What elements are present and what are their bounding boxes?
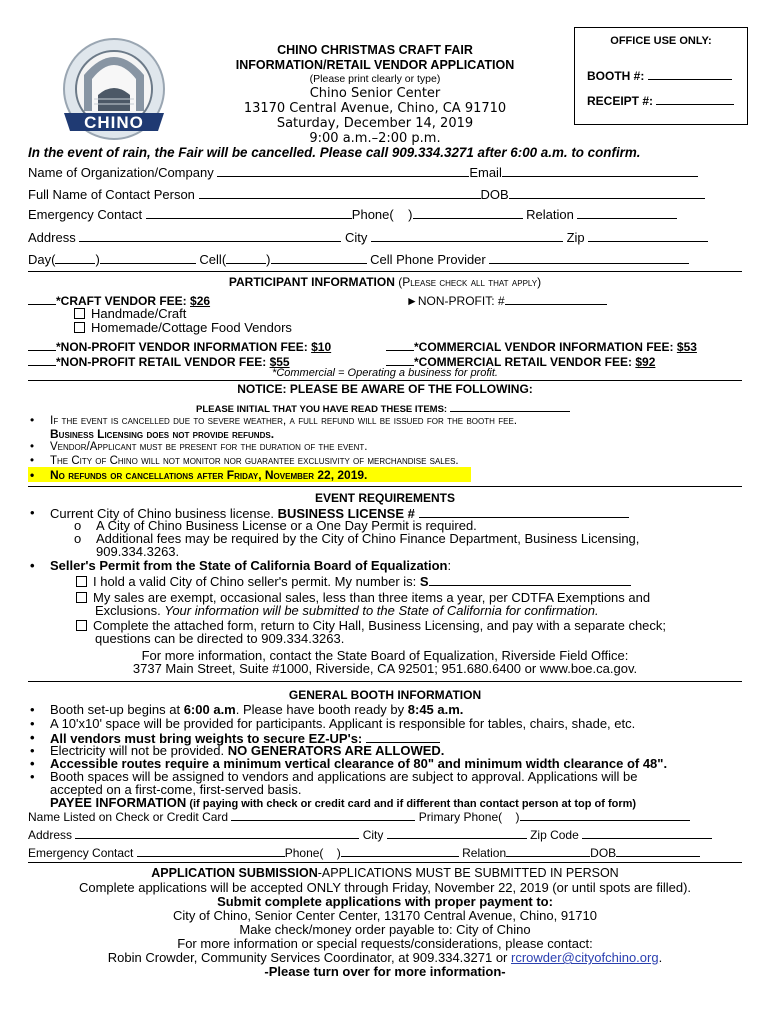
payee-emergency-field[interactable] (137, 844, 285, 857)
booth-electricity: • Electricity will not be provided. NO GENERATORS ARE ALLOWED. (30, 743, 445, 758)
notice-rule (28, 380, 742, 381)
commercial-retail-fee: *COMMERCIAL RETAIL VENDOR FEE: $92 (386, 353, 655, 369)
fair-title: CHINO CHRISTMAS CRAFT FAIR (277, 43, 473, 57)
notice-item-no-refunds: • No refunds or cancellations after Friday, November 22, 2019. (30, 468, 368, 482)
nonprofit-retail-fee: *NON-PROFIT RETAIL VENDOR FEE: $55 (28, 353, 290, 369)
cell-provider-field[interactable] (489, 251, 689, 264)
submission-deadline: Complete applications will be accepted ONLY through Friday, November 22, 2019 (or until spots are filled). (78, 880, 692, 895)
payee-zip-field[interactable] (582, 826, 712, 839)
submission-payment: Submit complete applications with proper payment to: (217, 894, 553, 909)
rain-notice: In the event of rain, the Fair will be cancelled. Please call 909.334.3271 after 6:00 a.m. to confirm. (28, 145, 641, 160)
exempt-checkbox[interactable] (76, 592, 87, 603)
office-use-title: OFFICE USE ONLY: (610, 35, 712, 47)
permit-option-form-2: questions can be directed to 909.334.3263. (95, 631, 345, 646)
permit-number-field[interactable] (429, 573, 631, 586)
logo-text: CHINO (84, 113, 144, 132)
fullname-field[interactable] (199, 186, 481, 199)
commercial-info-fee: *COMMERCIAL VENDOR INFORMATION FEE: $53 (386, 338, 697, 354)
relation-field[interactable] (577, 206, 677, 219)
booth-title: GENERAL BOOTH INFORMATION (288, 688, 482, 702)
booth-assignment: • Booth spaces will be assigned to vendors and applications are subject to approval. Applications will be (30, 769, 638, 784)
nonprofit-number-field[interactable] (505, 292, 607, 305)
org-field[interactable] (217, 164, 469, 177)
receipt-number-label: RECEIPT #: (587, 92, 734, 108)
booth-number-field[interactable] (648, 67, 732, 80)
booth-setup: • Booth set-up begins at 6:00 a.m. Please have booth ready by 8:45 a.m. (30, 702, 464, 717)
event-rule (28, 486, 742, 487)
np-retail-initial[interactable] (28, 353, 56, 366)
emergency-contact-field[interactable] (146, 206, 352, 219)
notice-item-presence: • Vendor/Applicant must be present for the duration of the event. (30, 441, 368, 453)
license-sub2: o Additional fees may be required by the City of Chino Finance Department, Business Licensing, (74, 531, 640, 546)
boe-contact: For more information, contact the State Board of Equalization, Riverside Field Office: (141, 648, 629, 663)
initial-prompt: PLEASE INITIAL THAT YOU HAVE READ THESE ITEMS: (196, 399, 570, 415)
payee-city-field[interactable] (387, 826, 527, 839)
turn-over-note: -Please turn over for more information- (264, 964, 506, 979)
fullname-row: Full Name of Contact Person DOB (28, 186, 705, 202)
notice-item-exclusivity: • The City of Chino will not monitor nor guarantee exclusivity of merchandise sales. (30, 455, 459, 467)
comm-retail-initial[interactable] (386, 353, 414, 366)
contact-email-link[interactable]: rcrowder@cityofchino.org (511, 950, 659, 965)
permit-option-form[interactable]: Complete the attached form, return to City Hall, Business Licensing, and pay with a separate check; (76, 618, 666, 633)
venue-name: Chino Senior Center (309, 86, 441, 101)
nonprofit-number: ►NON-PROFIT: # (406, 292, 607, 308)
city-field[interactable] (371, 229, 563, 242)
office-use-box (574, 27, 748, 125)
application-subtitle: INFORMATION/RETAIL VENDOR APPLICATION (235, 58, 515, 72)
commercial-note: *Commercial = Operating a business for profit. (272, 367, 498, 379)
booth-accessible: • Accessible routes require a minimum vertical clearance of 80" and minimum width clearance of 48". (30, 756, 668, 771)
license-sub2-phone: 909.334.3263. (96, 544, 180, 559)
payee-address-row: Address City Zip Code (28, 826, 712, 842)
receipt-number-field[interactable] (656, 92, 734, 105)
payee-emergency-row: Emergency Contact Phone( ) Relation DOB (28, 844, 700, 860)
event-date: Saturday, December 14, 2019 (276, 116, 474, 131)
print-clearly-note: (Please print clearly or type) (309, 73, 441, 85)
address-row: Address City Zip (28, 229, 708, 245)
handmade-option[interactable]: Handmade/Craft (74, 306, 186, 321)
payee-name-row: Name Listed on Check or Credit Card Primary Phone( ) (28, 808, 690, 824)
cell-phone-field[interactable] (271, 251, 367, 264)
emergency-phone-field[interactable] (413, 206, 523, 219)
phones-row: Day( ) Cell( ) Cell Phone Provider (28, 251, 689, 267)
initial-field[interactable] (450, 399, 570, 412)
booth-assignment-2: accepted on a first-come, first-served basis. (50, 782, 302, 797)
payee-emergency-phone-field[interactable] (341, 844, 459, 857)
weights-initial-field[interactable] (366, 730, 440, 743)
address-field[interactable] (79, 229, 341, 242)
homemade-checkbox[interactable] (74, 322, 85, 333)
permit-option-exempt-2: Exclusions. Your information will be submitted to the State of California for confirmation. (95, 603, 599, 618)
comm-info-initial[interactable] (386, 338, 414, 351)
day-area-field[interactable] (55, 251, 95, 264)
booth-space: • A 10'x10' space will be provided for participants. Applicant is responsible for tables, chairs, shade, etc. (30, 716, 636, 731)
payee-address-field[interactable] (75, 826, 359, 839)
org-row: Name of Organization/Company Email (28, 164, 698, 180)
booth-rule (28, 681, 742, 682)
permit-option-exempt[interactable]: My sales are exempt, occasional sales, less than three items a year, per CDTFA Exemptions and (76, 590, 650, 605)
attached-form-checkbox[interactable] (76, 620, 87, 631)
payee-dob-field[interactable] (616, 844, 700, 857)
notice-title: NOTICE: PLEASE BE AWARE OF THE FOLLOWING: (237, 382, 533, 396)
participant-title: PARTICIPANT INFORMATION (Please check all that apply) (228, 275, 542, 289)
event-title: EVENT REQUIREMENTS (314, 491, 455, 505)
boe-address: 3737 Main Street, Suite #1000, Riverside, CA 92501; 951.680.6400 or www.boe.ca.gov. (132, 661, 638, 676)
payee-phone-field[interactable] (520, 808, 690, 821)
business-license-field[interactable] (419, 505, 629, 518)
payee-relation-field[interactable] (506, 844, 590, 857)
submission-info: For more information or special requests/considerations, please contact: (177, 936, 593, 951)
payee-name-field[interactable] (231, 808, 415, 821)
city-of-chino-logo (58, 35, 170, 147)
homemade-option[interactable]: Homemade/Cottage Food Vendors (74, 320, 292, 335)
submission-contact: Robin Crowder, Community Services Coordinator, at 909.334.3271 or rcrowder@cityofchino.org. (107, 950, 663, 965)
payee-title: PAYEE INFORMATION (if paying with check or credit card and if different than contact person at top of form) (50, 795, 637, 810)
day-phone-field[interactable] (100, 251, 196, 264)
zip-field[interactable] (588, 229, 708, 242)
notice-item-licensing: Business Licensing does not provide refunds. (50, 427, 275, 441)
submission-rule (28, 862, 742, 863)
craft-fee-initial[interactable] (28, 292, 56, 305)
submission-title: APPLICATION SUBMISSION-APPLICATIONS MUST BE SUBMITTED IN PERSON (151, 866, 619, 880)
cell-area-field[interactable] (226, 251, 266, 264)
handmade-checkbox[interactable] (74, 308, 85, 319)
sellers-permit: • Seller's Permit from the State of California Board of Equalization: (30, 558, 452, 573)
license-sub1: o A City of Chino Business License or a One Day Permit is required. (74, 518, 477, 533)
email-field[interactable] (502, 164, 698, 177)
dob-field[interactable] (509, 186, 705, 199)
booth-number-label: BOOTH #: (587, 67, 732, 83)
submission-payable: Make check/money order payable to: City of Chino (239, 922, 531, 937)
participant-rule (28, 271, 742, 272)
permit-option-valid[interactable]: I hold a valid City of Chino seller's permit. My number is: S (76, 573, 631, 589)
event-time: 9:00 a.m.–2:00 p.m. (309, 131, 441, 146)
np-info-initial[interactable] (28, 338, 56, 351)
venue-address: 13170 Central Avenue, Chino, CA 91710 (243, 101, 507, 116)
craft-fee: *CRAFT VENDOR FEE: $26 (28, 292, 210, 308)
valid-permit-checkbox[interactable] (76, 576, 87, 587)
business-license: • Current City of Chino business license. BUSINESS LICENSE # (50, 505, 629, 521)
submission-address: City of Chino, Senior Center Center, 13170 Central Avenue, Chino, 91710 (173, 908, 597, 923)
notice-item-refund: • If the event is cancelled due to severe weather, a full refund will be issued for the booth fee. (30, 413, 518, 427)
emergency-row: Emergency Contact Phone( ) Relation (28, 206, 677, 222)
booth-weights: • All vendors must bring weights to secure EZ-UP's: (50, 730, 440, 746)
nonprofit-info-fee: *NON-PROFIT VENDOR INFORMATION FEE: $10 (28, 338, 331, 354)
